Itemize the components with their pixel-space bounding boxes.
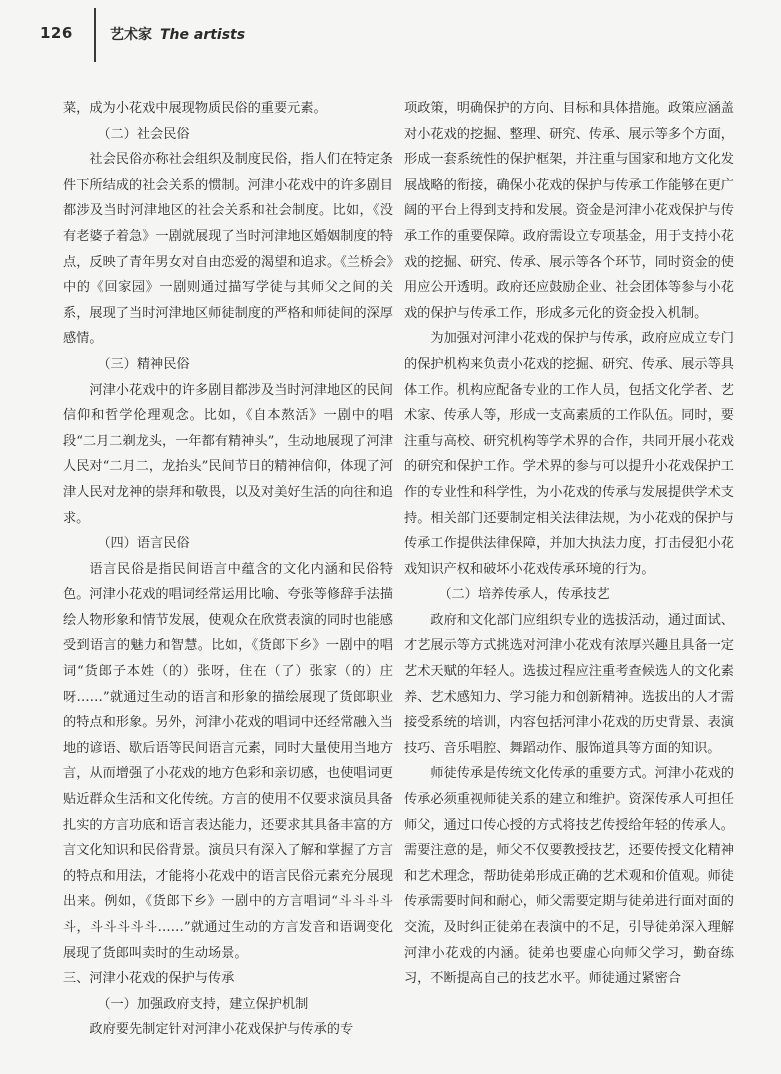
left-column (63, 96, 393, 1043)
right-column (404, 96, 734, 992)
header-divider (94, 8, 96, 62)
paragraph: 政府和文化部门应组织专业的选拔活动，通过面试、才艺展示等方式挑选对河津小花戏有浓厚兴趣且具备一定艺术天赋的年轻人。选拔过程应注重考查候选人的文化素养、艺术感知力、学习能力和创新精神。选拔出的人才需接受系统的培训，内容包括河津小花戏的历史背景、表演技巧、音乐唱腔、舞蹈动作、服饰道具等方面的知识。 (404, 612, 734, 756)
magazine-title-cn: 艺术家 (110, 27, 152, 43)
section-heading: 三、河津小花戏的保护与传承 (63, 971, 235, 987)
subsection-heading: （三）精神民俗 (97, 356, 190, 372)
subsection-heading: （二）培养传承人，传承技艺 (438, 587, 610, 603)
subsection-heading: （二）社会民俗 (97, 126, 190, 142)
paragraph: 语言民俗是指民间语言中蕴含的文化内涵和民俗特色。河津小花戏的唱词经常运用比喻、夸张等修辞手法描绘人物形象和情节发展，使观众在欣赏表演的同时也能感受到语言的魅力和智慧。比如，《货郎下乡》一剧中的唱词“货郎子本姓（的）张呀，住在（了）张家（的）庄呀……”就通过生动的语言和形象的描绘展现了货郎职业的特点和形象。另外，河津小花戏的唱词中还经常融入当地的谚语、歇后语等民间语言元素，同时大量使用当地方言，从而增强了小花戏的地方色彩和亲切感，也使唱词更贴近群众生活和文化传统。方言的使用不仅要求演员具备扎实的方言功底和语言表达能力，还要求其具备丰富的方言文化知识和民俗背景。演员只有深入了解和掌握了方言的特点和用法，才能将小花戏中的语言民俗元素充分展现出来。例如，《货郎下乡》一剧中的方言唱词“斗斗斗斗斗，斗斗斗斗斗……”就通过生动的方言发音和语调变化展现了货郎叫卖时的生动场景。 (63, 561, 393, 961)
paragraph-continued: 菜，成为小花戏中展现物质民俗的重要元素。 (63, 101, 327, 116)
paragraph: 政府要先制定针对河津小花戏保护与传承的专 (89, 1022, 354, 1038)
paragraph: 师徒传承是传统文化传承的重要方式。河津小花戏的传承必须重视师徒关系的建立和维护。资深传承人可担任师父，通过口传心授的方式将技艺传授给年轻的传承人。需要注意的是，师父不仅要教授技艺，还要传授文化精神和艺术理念，帮助徒弟形成正确的艺术观和价值观。师徒传承需要时间和耐心，师父需要定期与徒弟进行面对面的交流，及时纠正徒弟在表演中的不足，引导徒弟深入理解河津小花戏的内涵。徒弟也要虚心向师父学习，勤奋练习，不断提高自己的技艺水平。师徒通过紧密合 (404, 766, 734, 987)
paragraph: 河津小花戏中的许多剧目都涉及当时河津地区的民间信仰和哲学伦理观念。比如，《自本熬活》一剧中的唱段“二月二剃龙头，一年都有精神头”，生动地展现了河津人民对“二月二，龙抬头”民间节日的精神信仰，体现了河津人民对龙神的崇拜和敬畏，以及对美好生活的向往和追求。 (63, 382, 393, 526)
page-header (0, 0, 781, 66)
magazine-title-en: The artists (160, 27, 246, 43)
page-number: 126 (40, 24, 73, 42)
paragraph: 社会民俗亦称社会组织及制度民俗，指人们在特定条件下所结成的社会关系的惯制。河津小花戏中的许多剧目都涉及当时河津地区的社会关系和社会制度。比如，《没有老婆子着急》一剧就展现了当时河津地区婚姻制度的特点，反映了青年男女对自由恋爱的渴望和追求。《兰桥会》中的《回家园》一剧则通过描写学徒与其师父之间的关系，展现了当时河津地区师徒制度的严格和师徒间的深厚感情。 (63, 152, 393, 347)
magazine-title (110, 24, 245, 44)
subsection-heading: （一）加强政府支持，建立保护机制 (97, 996, 309, 1012)
paragraph: 为加强对河津小花戏的保护与传承，政府应成立专门的保护机构来负责小花戏的挖掘、研究、传承、展示等具体工作。机构应配备专业的工作人员，包括文化学者、艺术家、传承人等，形成一支高素质的工作队伍。同时，要注重与高校、研究机构等学术界的合作，共同开展小花戏的研究和保护工作。学术界的参与可以提升小花戏保护工作的专业性和科学性，为小花戏的传承与发展提供学术支持。相关部门还要制定相关法律法规，为小花戏的保护与传承工作提供法律保障，并加大执法力度，打击侵犯小花戏知识产权和破坏小花戏传承环境的行为。 (404, 331, 734, 577)
subsection-heading: （四）语言民俗 (97, 536, 190, 552)
paragraph-continued: 项政策，明确保护的方向、目标和具体措施。政策应涵盖对小花戏的挖掘、整理、研究、传承、展示等多个方面，形成一套系统性的保护框架，并注重与国家和地方文化发展战略的衔接，确保小花戏的保护与传承工作能够在更广阔的平台上得到支持和发展。资金是河津小花戏保护与传承工作的重要保障。政府需设立专项基金，用于支持小花戏的挖掘、研究、传承、展示等各个环节，同时资金的使用应公开透明。政府还应鼓励企业、社会团体等参与小花戏的保护与传承工作，形成多元化的资金投入机制。 (404, 101, 734, 321)
